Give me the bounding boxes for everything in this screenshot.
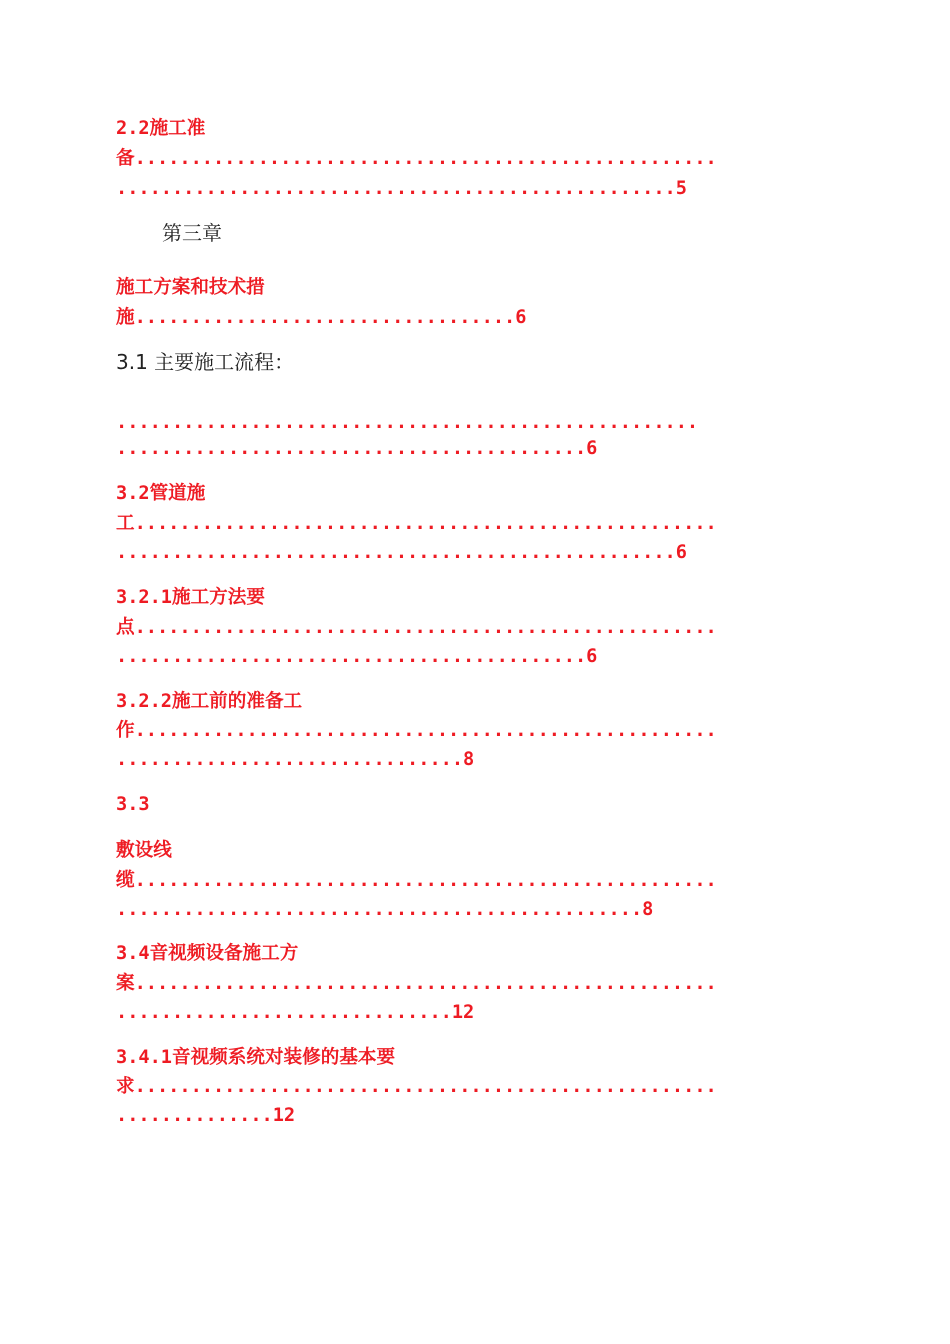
toc-entry-3-4-1-title[interactable]: 3.4.1音视频系统对装修的基本要 (116, 1047, 396, 1068)
toc-entry-3-2-2-page[interactable]: ...............................8 (116, 749, 475, 770)
toc-entry-3-4-1-page[interactable]: ..............12 (116, 1105, 296, 1126)
toc-entry-3-4-1-leader[interactable]: 求.................................................... (116, 1076, 717, 1097)
toc-entry-3-2-1-title[interactable]: 3.2.1施工方法要 (116, 587, 265, 608)
toc-entry-3-4-title[interactable]: 3.4音视频设备施工方 (116, 943, 299, 964)
toc-entry-2-2-leader[interactable]: 备.................................................... (116, 148, 717, 169)
toc-entry-3-3-title[interactable]: 敷设线 (116, 840, 172, 861)
toc-entry-3-2-title[interactable]: 3.2管道施 (116, 483, 206, 504)
toc-entry-3-3-leader[interactable]: 缆.................................................... (116, 870, 717, 891)
toc-entry-2-2-page[interactable]: ..................................................5 (116, 178, 687, 199)
chapter-3-heading: 第三章 (162, 221, 222, 245)
toc-entry-3-3-number[interactable]: 3.3 (116, 794, 150, 815)
toc-entry-3-1-text: 主要施工流程： (147, 350, 295, 374)
toc-entry-3-2-leader[interactable]: 工.................................................... (116, 513, 717, 534)
toc-entry-3-4-leader[interactable]: 案.................................................... (116, 973, 717, 994)
toc-entry-2-2-title[interactable]: 2.2施工准 (116, 118, 206, 139)
toc-entry-3-1-page[interactable]: ..........................................6 (116, 438, 598, 459)
toc-entry-3-1-leader[interactable]: .................................................... (116, 412, 699, 433)
toc-entry-3-3-page[interactable]: ...............................................8 (116, 899, 654, 920)
toc-entry-3-4-page[interactable]: ..............................12 (116, 1002, 475, 1023)
toc-entry-ch3-title[interactable]: 施工方案和技术措 (116, 277, 265, 298)
toc-entry-3-2-1-leader[interactable]: 点.................................................... (116, 617, 717, 638)
toc-entry-3-2-page[interactable]: ..................................................6 (116, 542, 687, 563)
toc-entry-3-1-title[interactable] (116, 348, 294, 376)
toc-entry-3-2-2-leader[interactable]: 作.................................................... (116, 720, 717, 741)
toc-entry-3-2-2-title[interactable]: 3.2.2施工前的准备工 (116, 691, 303, 712)
toc-entry-ch3-leader[interactable]: 施..................................6 (116, 307, 527, 328)
toc-entry-3-1-number: 3.1 (116, 350, 148, 374)
toc-entry-3-2-1-page[interactable]: ..........................................6 (116, 646, 598, 667)
